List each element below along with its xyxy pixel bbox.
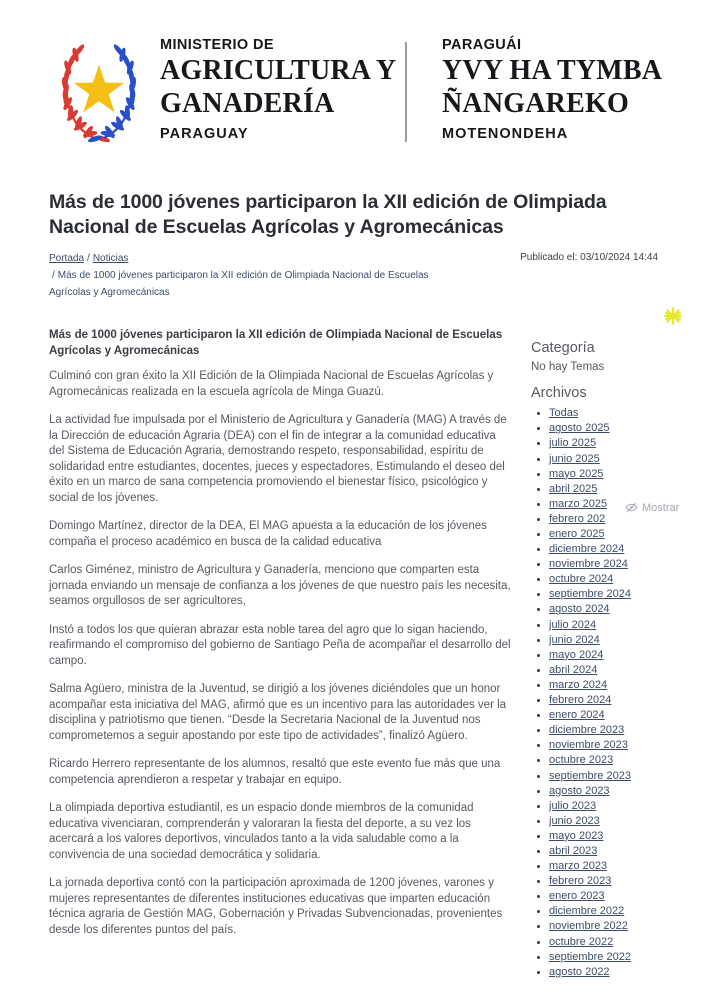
archive-link[interactable]: abril 2025	[549, 482, 598, 495]
title-section	[0, 190, 707, 301]
archive-link[interactable]: abril 2024	[549, 663, 598, 676]
archive-link[interactable]: enero 2025	[549, 528, 605, 540]
sidebar	[531, 327, 707, 980]
archive-item	[549, 859, 707, 874]
header-vertical-divider	[405, 42, 407, 142]
archive-link[interactable]: septiembre 2022	[549, 950, 631, 963]
article-body	[49, 327, 511, 951]
archive-item	[549, 799, 707, 814]
archive-item	[549, 829, 707, 844]
archive-item	[549, 467, 707, 482]
yellow-asterisk-icon	[663, 306, 683, 326]
archive-item	[549, 406, 707, 421]
archive-item	[549, 723, 707, 738]
archive-link[interactable]: febrero 2024	[549, 694, 612, 707]
archive-item	[549, 482, 707, 497]
site-header	[0, 0, 707, 148]
archive-item	[549, 663, 707, 678]
archive-link[interactable]: julio 2023	[549, 799, 597, 812]
archive-item	[549, 738, 707, 753]
breadcrumb-home-link[interactable]: Portada	[49, 252, 85, 264]
archive-item	[549, 814, 707, 829]
breadcrumb-line-2	[49, 267, 449, 301]
article-paragraph: Instó a todos los que quieran abrazar esta noble tarea del agro que lo sigan haciendo, reafirmando el compromiso del gobierno de Santiago Peña de acompañar el desarrollo del campo.	[49, 623, 511, 667]
category-empty-text: No hay Temas	[531, 361, 605, 374]
show-label: Mostrar	[642, 501, 680, 514]
archive-item	[549, 452, 707, 467]
archive-link[interactable]: febrero 2023	[549, 875, 612, 888]
archive-item	[549, 602, 707, 617]
archive-item	[549, 889, 707, 904]
archives-heading: Archivos	[531, 385, 587, 402]
article-paragraph: Domingo Martínez, director de la DEA, El MAG apuesta a la educación de los jóvenes compaña el proceso académico en busca de la calidad educativa	[49, 520, 487, 548]
archive-link[interactable]: marzo 2024	[549, 678, 608, 691]
article-heading: Más de 1000 jóvenes participaron la XII edición de Olimpiada Nacional de Escuelas Agrícolas y Agromecánicas	[49, 329, 503, 358]
archive-link[interactable]: julio 2025	[549, 437, 597, 450]
show-hidden-content-control[interactable]	[622, 500, 682, 515]
page-title: Más de 1000 jóvenes participaron la XII edición de Olimpiada Nacional de Escuelas Agrícolas y Agromecánicas	[49, 191, 607, 239]
archive-link[interactable]: diciembre 2023	[549, 724, 625, 737]
accessibility-widget-button[interactable]	[663, 306, 683, 326]
archive-item	[549, 436, 707, 451]
archive-item	[549, 844, 707, 859]
archive-link[interactable]: noviembre 2024	[549, 558, 628, 571]
archive-link[interactable]: mayo 2024	[549, 648, 604, 661]
breadcrumb-line-1	[49, 250, 449, 267]
guarani-wordmark	[442, 30, 662, 143]
archive-link[interactable]: agosto 2024	[549, 603, 610, 616]
guarani-line-2: YVY HA TYMBA	[442, 55, 663, 87]
article-paragraph: Culminó con gran éxito la XII Edición de la Olimpiada Nacional de Escuelas Agrícolas y Agromecánicas realizada en la escuela agrícola de Minga Guazú.	[49, 370, 494, 398]
article-paragraphs	[49, 369, 511, 938]
article-paragraph: Carlos Giménez, ministro de Agricultura y Ganadería, menciono que comparten esta jornada enviando un mensaje de confianza a los jóvenes de que nuestro país les necesita, seamos orgullosos de ser agricultores,	[49, 564, 511, 608]
article-paragraph: Ricardo Herrero representante de los alumnos, resaltó que este evento fue más que una competencia aprendieron a respetar y trabajar en equipo.	[49, 758, 501, 786]
guarani-line-3: ÑANGAREKO	[442, 88, 629, 120]
archive-link[interactable]: noviembre 2023	[549, 739, 628, 752]
archive-link[interactable]: junio 2025	[549, 452, 600, 465]
mag-laurel-star-logo-icon	[55, 30, 143, 148]
archive-item	[549, 678, 707, 693]
breadcrumb	[49, 250, 449, 302]
article-paragraph: La jornada deportiva contó con la participación aproximada de 1200 jóvenes, varones y mujeres representantes de diferentes instituciones educativas que imparten educación técnica agraria de Gestión MAG, Gobernación y Privadas Subvencionadas, provenientes desde los diferentes puntos del país.	[49, 877, 503, 936]
archive-link[interactable]: febrero 202	[549, 512, 606, 525]
archive-item	[549, 587, 707, 602]
archive-link[interactable]: octubre 2022	[549, 935, 614, 948]
archive-link[interactable]: Todas	[549, 407, 579, 420]
guarani-line-1: PARAGUÁI	[442, 37, 522, 53]
archive-link[interactable]: mayo 2025	[549, 467, 604, 480]
archive-item	[549, 965, 707, 980]
archive-link[interactable]: septiembre 2023	[549, 769, 631, 782]
breadcrumb-current: Más de 1000 jóvenes participaron la XII edición de Olimpiada Nacional de Escuelas Agrícolas y Agromecánicas	[49, 269, 429, 299]
breadcrumb-section-link[interactable]: Noticias	[92, 252, 129, 264]
archive-item	[549, 784, 707, 799]
archive-item	[549, 874, 707, 889]
archive-item	[549, 904, 707, 919]
archive-link[interactable]: diciembre 2024	[549, 543, 625, 556]
guarani-line-4: MOTENONDEHA	[442, 126, 569, 143]
archive-item	[549, 633, 707, 648]
ministry-wordmark	[160, 30, 405, 143]
archive-link[interactable]: octubre 2024	[549, 573, 614, 586]
archive-link[interactable]: marzo 2023	[549, 860, 608, 873]
archive-item	[549, 572, 707, 587]
eye-off-icon	[625, 501, 638, 514]
ministry-line-1: MINISTERIO DE	[160, 37, 274, 53]
archive-item	[549, 648, 707, 663]
main-content	[0, 327, 707, 980]
archive-item	[549, 708, 707, 723]
star-shape	[74, 65, 124, 113]
archive-link[interactable]: noviembre 2022	[549, 920, 628, 933]
meta-row	[49, 250, 658, 302]
archive-link[interactable]: septiembre 2024	[549, 588, 631, 601]
archive-link[interactable]: mayo 2023	[549, 829, 604, 842]
breadcrumb-separator: /	[87, 252, 90, 264]
archive-item	[549, 421, 707, 436]
archive-link[interactable]: diciembre 2022	[549, 905, 625, 918]
archive-link[interactable]: junio 2024	[549, 633, 600, 646]
archive-link[interactable]: marzo 2025	[549, 497, 608, 510]
archive-item	[549, 935, 707, 950]
archive-item	[549, 753, 707, 768]
ministry-line-3: GANADERÍA	[160, 88, 335, 120]
ministry-line-2: AGRICULTURA Y	[160, 55, 397, 87]
published-date: Publicado el: 03/10/2024 14:44	[520, 251, 658, 263]
archive-link[interactable]: agosto 2023	[549, 784, 610, 797]
ministry-line-4: PARAGUAY	[160, 126, 249, 143]
archive-item	[549, 769, 707, 784]
archive-item	[549, 527, 707, 542]
breadcrumb-separator: /	[52, 269, 55, 281]
archive-link[interactable]: enero 2024	[549, 709, 605, 722]
archive-link[interactable]: abril 2023	[549, 844, 598, 857]
article-paragraph: Salma Agüero, ministra de la Juventud, se dirigió a los jóvenes diciéndoles que un honor acompañar esta iniciativa del MAG, afirmó que es un incentivo para las autoridades ver la disciplina y patriotismo que tienen. “Desde la Secretaria Nacional de la Juventud nos comprometemos a seguir apostando por este tipo de actividades”, finalizó Agüero.	[49, 683, 507, 742]
archive-item	[549, 919, 707, 934]
category-heading: Categoría	[531, 340, 595, 357]
archive-item	[549, 618, 707, 633]
archive-link[interactable]: agosto 2022	[549, 965, 610, 978]
archive-link[interactable]: enero 2023	[549, 890, 605, 903]
archive-item	[549, 693, 707, 708]
archive-link[interactable]: octubre 2023	[549, 754, 614, 767]
article-paragraph: La olimpiada deportiva estudiantil, es un espacio donde miembros de la comunidad educativa vivenciaran, comprenderán y valoraran la fiesta del deporte, a su vez los acercará a los valores deportivos, vinculados tanto a la vida saludable como a la convivencia de una sociedad democrática y solidaria.	[49, 802, 474, 861]
archive-link[interactable]: agosto 2025	[549, 422, 610, 435]
archive-item	[549, 542, 707, 557]
archive-link[interactable]: junio 2023	[549, 814, 600, 827]
archive-item	[549, 950, 707, 965]
article-paragraph: La actividad fue impulsada por el Ministerio de Agricultura y Ganadería (MAG) A través de la Dirección de educación Agraria (DEA) con el fin de integrar a la comunidad educativa del Sistema de Educación Agraria, demostrando respeto, responsabilidad, espíritu de solidaridad entre estudiantes, docentes, jueces y espectadores. Estimulando el deseo del éxito en un marco de sana competencia promoviendo el bienestar físico, psicológico y social de los jóvenes.	[49, 414, 507, 504]
archives-list	[531, 406, 707, 980]
archive-item	[549, 557, 707, 572]
archive-link[interactable]: julio 2024	[549, 618, 597, 631]
